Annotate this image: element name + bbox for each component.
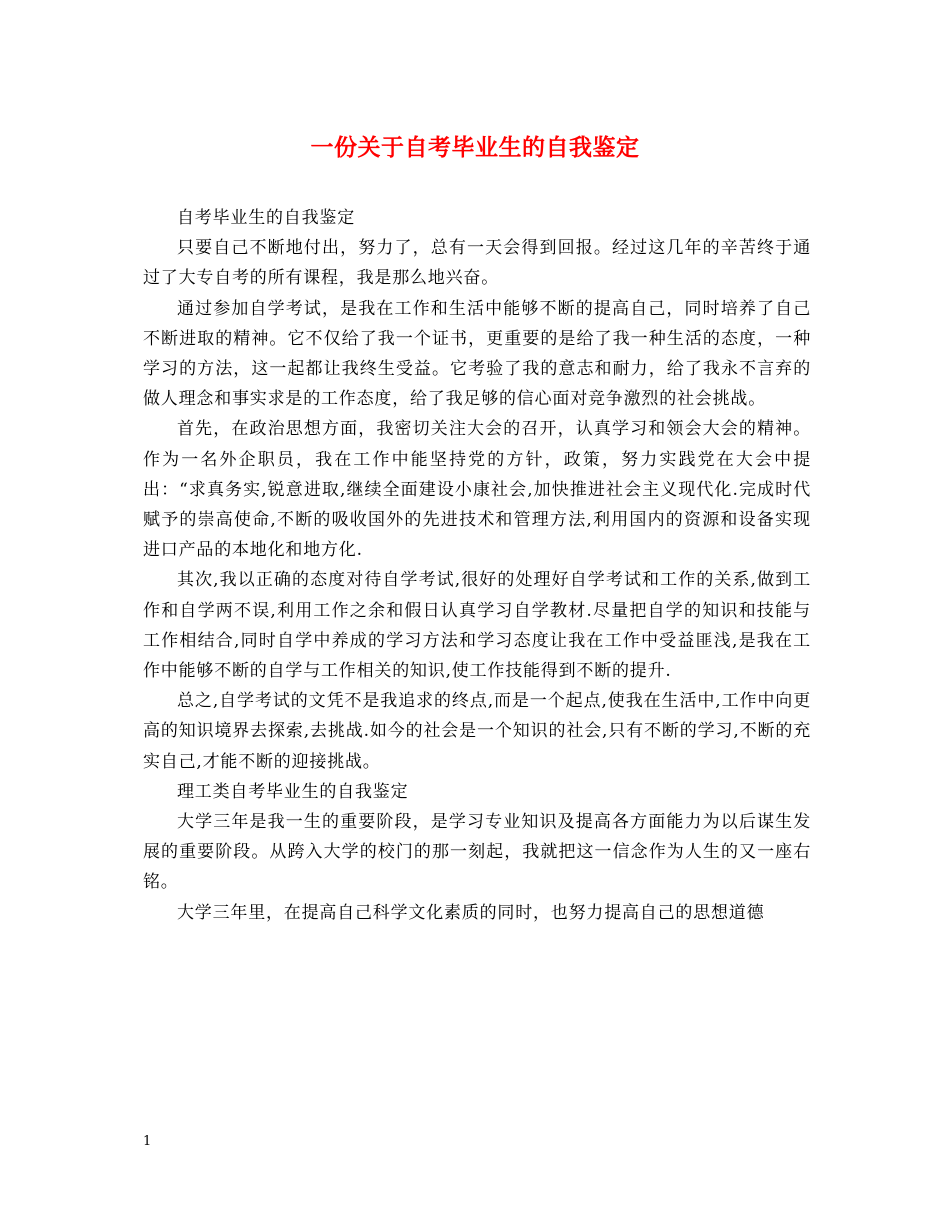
paragraph: 大学三年是我一生的重要阶段，是学习专业知识及提高各方面能力为以后谋生发展的重要阶段。从跨入大学的校门的那一刻起，我就把这一信念作为人生的又一座右铭。	[143, 812, 811, 893]
paragraph-subheading-1: 自考毕业生的自我鉴定	[177, 208, 355, 228]
document-body	[143, 203, 811, 928]
paragraph: 通过参加自学考试，是我在工作和生活中能够不断的提高自己，同时培养了自己不断进取的精神。它不仅给了我一个证书，更重要的是给了我一种生活的态度，一种学习的方法，这一起都让我终生受益。它考验了我的意志和耐力，给了我永不言弃的做人理念和事实求是的工作态度，给了我足够的信心面对竞争激烈的社会挑战。	[143, 298, 811, 410]
paragraph-subheading-2: 理工类自考毕业生的自我鉴定	[177, 781, 409, 802]
document-title: 一份关于自考毕业生的自我鉴定	[310, 135, 640, 161]
paragraph: 首先，在政治思想方面，我密切关注大会的召开，认真学习和领会大会的精神。作为一名外企职员，我在工作中能坚持党的方针，政策，努力实践党在大会中提出：“求真务实,锐意进取,继续全面建设小康社会,加快推进社会主义现代化.完成时代赋予的崇高使命,不断的吸收国外的先进技术和管理方法,利用国内的资源和设备实现进口产品的本地化和地方化.	[143, 419, 811, 561]
page-number: 1	[143, 1134, 152, 1149]
paragraph: 大学三年里，在提高自己科学文化素质的同时，也努力提高自己的思想道德	[177, 902, 765, 923]
paragraph: 总之,自学考试的文凭不是我追求的终点,而是一个起点,使我在生活中,工作中向更高的知识境界去探索,去挑战.如今的社会是一个知识的社会,只有不断的学习,不断的充实自己,才能不断的迎接挑战。	[143, 691, 811, 772]
paragraph: 只要自己不断地付出，努力了，总有一天会得到回报。经过这几年的辛苦终于通过了大专自考的所有课程，我是那么地兴奋。	[143, 238, 811, 289]
paragraph: 其次,我以正确的态度对待自学考试,很好的处理好自学考试和工作的关系,做到工作和自学两不误,利用工作之余和假日认真学习自学教材.尽量把自学的知识和技能与工作相结合,同时自学中养成的学习方法和学习态度让我在工作中受益匪浅,是我在工作中能够不断的自学与工作相关的知识,使工作技能得到不断的提升.	[143, 570, 811, 682]
